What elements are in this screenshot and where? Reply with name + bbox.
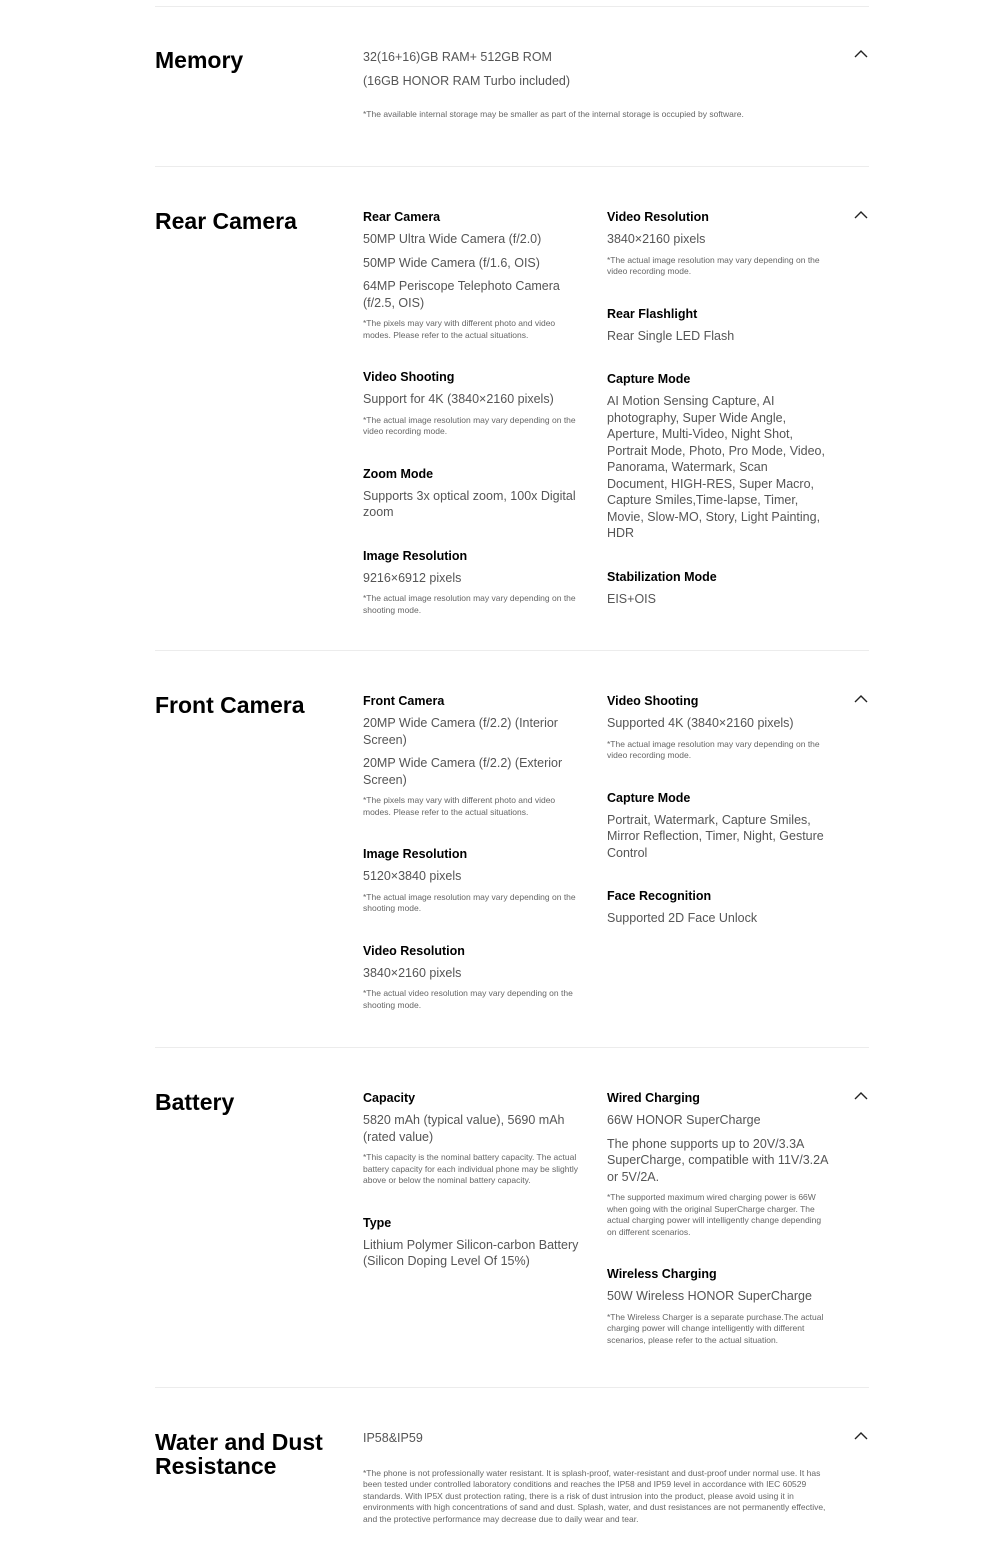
front-camera-left-column [363, 693, 585, 1011]
spec-block-image-resolution [363, 846, 585, 915]
spec-value: 50MP Wide Camera (f/1.6, OIS) [363, 255, 540, 270]
spec-value: Supported 2D Face Unlock [607, 911, 758, 925]
section-title: Memory [155, 47, 244, 73]
section-divider [155, 1047, 869, 1048]
spec-label: Video Shooting [607, 694, 699, 708]
spec-block-video-shooting [363, 369, 585, 438]
spec-label: Front Camera [363, 694, 445, 708]
section-divider [155, 1387, 869, 1388]
spec-label: Image Resolution [363, 548, 468, 563]
section-divider [155, 166, 869, 167]
spec-block-video-resolution [607, 209, 829, 278]
chevron-up-icon [853, 693, 869, 705]
spec-note: *The phone is not professionally water resistant. It is splash-proof, water-resistant and dust-proof under normal use. It has been tested under controlled laboratory conditions and reaches the IP58 and IP59 level in accordance with IEC 60529 standards. With IP5X dust protection rating, there is a risk of dust intrusion into the product, please avoid using it in environments with high concentrations of sand and dust. Splash, water, and dust resistances are not permanently effective, and the protective performance may decrease due to daily wear and tear. [363, 1467, 826, 1524]
spec-block-image-resolution [363, 548, 585, 617]
spec-value: (16GB HONOR RAM Turbo included) [363, 73, 571, 88]
spec-value: The phone supports up to 20V/3.3A SuperCharge, compatible with 11V/3.2A or 5V/2A. [607, 1136, 828, 1184]
spec-value: 64MP Periscope Telephoto Camera (f/2.5, OIS) [363, 279, 560, 310]
spec-note: *The pixels may vary with different photo and video modes. Please refer to the actual situations. [363, 795, 556, 817]
spec-value: 5820 mAh (typical value), 5690 mAh (rated value) [363, 1113, 565, 1144]
spec-label: Rear Flashlight [607, 306, 698, 321]
spec-note: *The actual image resolution may vary depending on the shooting mode. [363, 891, 576, 913]
spec-block-rear-flashlight [607, 306, 829, 345]
spec-note: *The available internal storage may be smaller as part of the internal storage is occupied by software. [363, 109, 744, 119]
spec-block-wired-charging [607, 1090, 829, 1238]
spec-label: Video Resolution [363, 943, 465, 958]
spec-block-zoom-mode [363, 466, 585, 521]
spec-value: 66W HONOR SuperCharge [607, 1113, 761, 1127]
spec-value: EIS+OIS [607, 591, 656, 606]
section-divider [155, 6, 869, 7]
spec-note: *This capacity is the nominal battery capacity. The actual battery capacity for each individual phone may be slightly above or below the nominal battery capacity. [363, 1152, 578, 1185]
spec-note: *The actual video resolution may vary depending on the shooting mode. [363, 988, 573, 1010]
spec-value: Lithium Polymer Silicon-carbon Battery (Silicon Doping Level Of 15%) [363, 1237, 579, 1268]
spec-label: Capture Mode [607, 790, 691, 805]
spec-value: 3840×2160 pixels [607, 232, 706, 246]
spec-note: *The actual image resolution may vary depending on the shooting mode. [363, 593, 576, 615]
spec-value: 20MP Wide Camera (f/2.2) (Exterior Screen) [363, 756, 563, 787]
section-title: Front Camera [155, 692, 305, 718]
spec-block-video-resolution [363, 943, 585, 1012]
spec-label: Capture Mode [607, 372, 691, 386]
rear-camera-left-column [363, 209, 585, 616]
spec-note: *The actual image resolution may vary depending on the video recording mode. [607, 738, 820, 760]
spec-block-stabilization-mode [607, 569, 829, 608]
spec-block-wireless-charging [607, 1266, 829, 1346]
battery-right-column [607, 1090, 829, 1346]
chevron-up-icon [853, 48, 869, 60]
spec-note: *The actual image resolution may vary depending on the video recording mode. [363, 414, 576, 436]
spec-label: Type [363, 1215, 392, 1230]
spec-label: Capacity [363, 1091, 416, 1105]
section-divider [155, 650, 869, 651]
spec-label: Image Resolution [363, 847, 468, 861]
spec-block-rear-camera [363, 209, 585, 341]
collapse-toggle-button[interactable] [853, 209, 869, 221]
spec-block-video-shooting [607, 693, 829, 762]
collapse-toggle-button[interactable] [853, 48, 869, 60]
spec-block-type [363, 1215, 585, 1270]
spec-label: Zoom Mode [363, 466, 434, 481]
section-title: Battery [155, 1089, 235, 1115]
spec-block-capture-mode [607, 371, 829, 542]
spec-value: Rear Single LED Flash [607, 328, 735, 343]
memory-specs [363, 49, 828, 121]
spec-block-front-camera [363, 693, 585, 818]
spec-block-capture-mode [607, 790, 829, 862]
spec-note: *The supported maximum wired charging power is 66W when going with the original SuperCharge charger. The actual charging power will intelligently change depending on different scenarios. [607, 1192, 822, 1237]
rear-camera-right-column [607, 209, 829, 614]
collapse-toggle-button[interactable] [853, 693, 869, 705]
spec-value: 5120×3840 pixels [363, 869, 462, 883]
spec-label: Wireless Charging [607, 1267, 717, 1281]
front-camera-right-column [607, 693, 829, 934]
spec-value: Supports 3x optical zoom, 100x Digital zoom [363, 488, 576, 519]
spec-value: Supported 4K (3840×2160 pixels) [607, 716, 794, 730]
collapse-toggle-button[interactable] [853, 1090, 869, 1102]
spec-value: 20MP Wide Camera (f/2.2) (Interior Screen) [363, 716, 558, 747]
section-title: Rear Camera [155, 208, 297, 234]
spec-block-capacity [363, 1090, 585, 1187]
spec-note: *The actual image resolution may vary depending on the video recording mode. [607, 254, 820, 276]
spec-label: Face Recognition [607, 889, 712, 903]
chevron-up-icon [853, 1090, 869, 1102]
spec-label: Stabilization Mode [607, 569, 717, 584]
spec-value: Support for 4K (3840×2160 pixels) [363, 392, 554, 406]
spec-value: AI Motion Sensing Capture, AI photography, Super Wide Angle, Aperture, Multi-Video, Night Shot, Portrait Mode, Photo, Pro Mode, Video, Panorama, Watermark, Scan Document, HIGH-RES, Super Macro, Capture Smiles,Time-lapse, Timer, Movie, Slow-MO, Story, Light Painting, HDR [607, 394, 825, 540]
chevron-up-icon [853, 1430, 869, 1442]
battery-left-column [363, 1090, 585, 1277]
spec-note: *The pixels may vary with different photo and video modes. Please refer to the actual situations. [363, 318, 556, 340]
spec-value: 3840×2160 pixels [363, 965, 462, 980]
spec-label: Video Shooting [363, 370, 455, 384]
spec-label: Wired Charging [607, 1091, 700, 1105]
spec-value: Portrait, Watermark, Capture Smiles, Mirror Reflection, Timer, Night, Gesture Control [607, 812, 824, 860]
spec-note: *The Wireless Charger is a separate purchase.The actual charging power will change intelligently with different scenarios, please refer to the actual situation. [607, 1311, 824, 1345]
spec-label: Video Resolution [607, 210, 709, 224]
spec-value: 50W Wireless HONOR SuperCharge [607, 1289, 812, 1303]
spec-block-face-recognition [607, 888, 829, 927]
section-title: Water and Dust Resistance [155, 1429, 323, 1479]
spec-value: 50MP Ultra Wide Camera (f/2.0) [363, 232, 542, 246]
water-dust-specs [363, 1430, 828, 1525]
spec-value: IP58&IP59 [363, 1431, 423, 1445]
spec-value: 9216×6912 pixels [363, 570, 462, 585]
chevron-up-icon [853, 209, 869, 221]
spec-value: 32(16+16)GB RAM+ 512GB ROM [363, 50, 552, 64]
spec-label: Rear Camera [363, 210, 441, 224]
collapse-toggle-button[interactable] [853, 1430, 869, 1442]
